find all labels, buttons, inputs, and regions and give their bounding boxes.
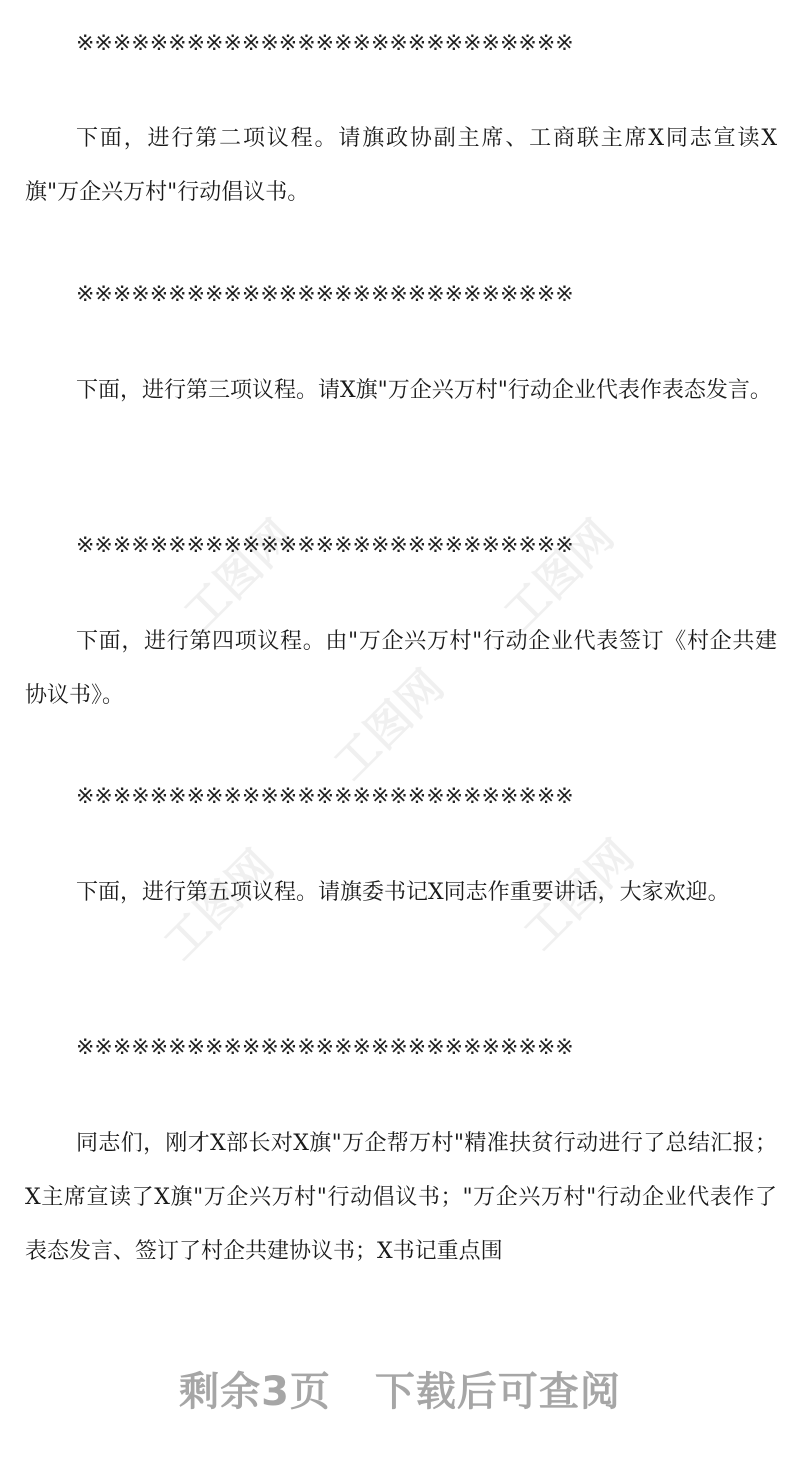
summary-paragraph: 同志们，刚才X部长对X旗"万企帮万村"精准扶贫行动进行了总结汇报；X主席宣读了X旗"万企兴万村"行动倡议书；"万企兴万村"行动企业代表作了表态发言、签订了村企共建协议书；X书记重点围 <box>25 1131 777 1264</box>
paragraph-block <box>25 112 777 220</box>
agenda-paragraph: 下面，进行第三项议程。请X旗"万企兴万村"行动企业代表作表态发言。 <box>76 378 772 403</box>
paragraph-block <box>25 866 777 920</box>
watermark: 工图网 <box>514 830 644 960</box>
agenda-paragraph: 下面，进行第二项议程。请旗政协副主席、工商联主席X同志宣读X旗"万企兴万村"行动倡议书。 <box>25 126 777 205</box>
section-separator: ※※※※※※※※※※※※※※※※※※※※※※※※※※※ <box>76 31 574 56</box>
paragraph-block <box>25 1117 777 1279</box>
watermark: 工图网 <box>494 510 624 640</box>
remaining-pages-label: 剩余3页 <box>179 1369 331 1415</box>
agenda-paragraph: 下面，进行第五项议程。请旗委书记X同志作重要讲话，大家欢迎。 <box>76 880 730 905</box>
watermark: 工图网 <box>324 660 454 790</box>
paragraph-block <box>25 364 777 418</box>
download-prompt[interactable] <box>0 1360 800 1417</box>
agenda-paragraph: 下面，进行第四项议程。由"万企兴万村"行动企业代表签订《村企共建协议书》。 <box>25 629 777 708</box>
section-separator: ※※※※※※※※※※※※※※※※※※※※※※※※※※※ <box>76 533 574 558</box>
section-separator: ※※※※※※※※※※※※※※※※※※※※※※※※※※※ <box>76 282 574 307</box>
section-separator: ※※※※※※※※※※※※※※※※※※※※※※※※※※※ <box>76 1035 574 1060</box>
download-to-view-label: 下载后可查阅 <box>374 1369 621 1415</box>
watermark: 工图网 <box>154 840 284 970</box>
watermark: 工图网 <box>174 510 304 640</box>
paragraph-block <box>25 615 777 723</box>
section-separator: ※※※※※※※※※※※※※※※※※※※※※※※※※※※ <box>76 784 574 809</box>
